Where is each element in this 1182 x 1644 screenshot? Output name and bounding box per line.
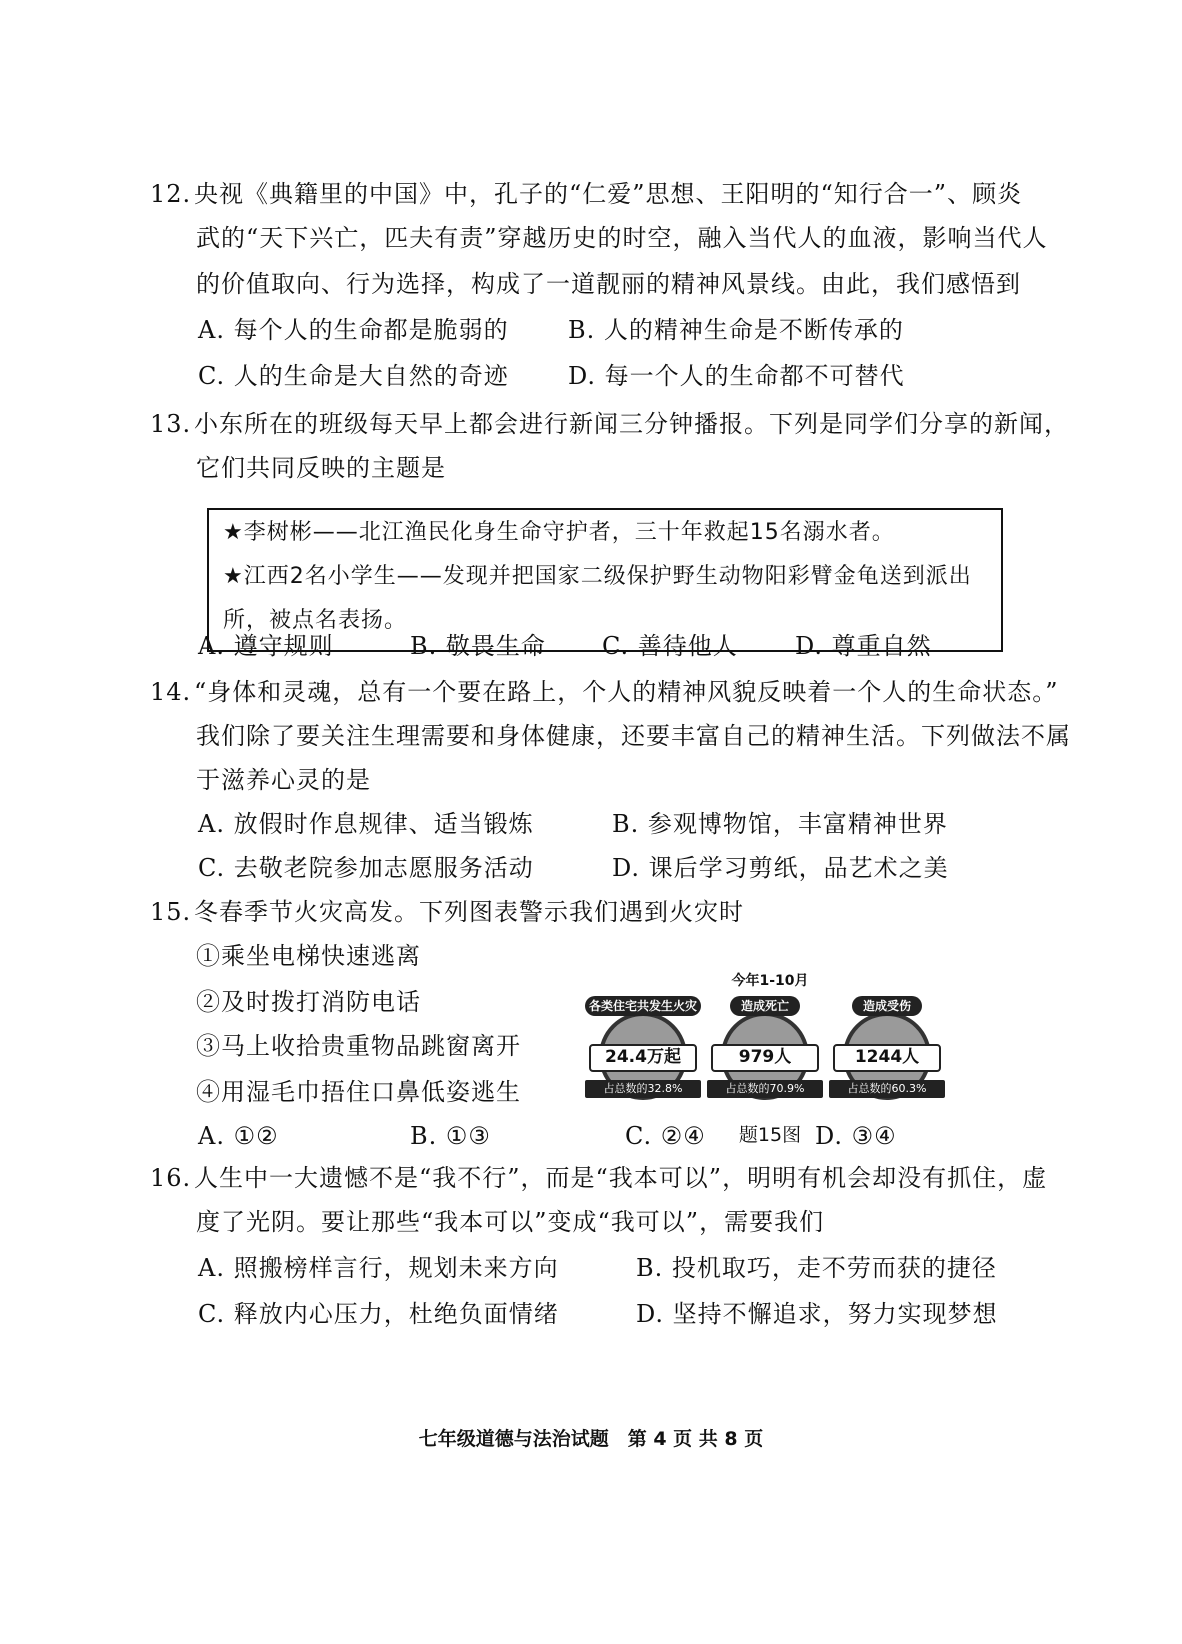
- q13-option-c[interactable]: C. 善待他人: [602, 632, 738, 660]
- page-footer: 七年级道德与法治试题 第 4 页 共 8 页: [418, 1428, 764, 1450]
- q12-option-c[interactable]: C. 人的生命是大自然的奇迹: [198, 362, 509, 390]
- q14-option-d[interactable]: D. 课后学习剪纸，品艺术之美: [612, 854, 949, 882]
- q12-line-1: 12. 央视《典籍里的中国》中，孔子的“仁爱”思想、王阳明的“知行合一”、顾炎: [150, 180, 1023, 208]
- q15-item-1: ①乘坐电梯快速逃离: [196, 942, 421, 970]
- news-item-1: ★李树彬——北江渔民化身生命守护者，三十年救起15名溺水者。: [223, 520, 895, 545]
- q16-number: 16.: [150, 1164, 192, 1192]
- q14-option-b[interactable]: B. 参观博物馆，丰富精神世界: [612, 810, 948, 838]
- q15-option-c[interactable]: C. ②④: [625, 1122, 706, 1150]
- q13-line-1: 13. 小东所在的班级每天早上都会进行新闻三分钟播报。下列是同学们分享的新闻，: [150, 410, 1069, 438]
- badge-percent: 占总数的32.8%: [585, 1080, 701, 1098]
- q15-option-d[interactable]: D. ③④: [815, 1122, 897, 1150]
- badge-label: 造成死亡: [730, 996, 800, 1016]
- q14-option-c[interactable]: C. 去敬老院参加志愿服务活动: [198, 854, 534, 882]
- q12-option-b[interactable]: B. 人的精神生命是不断传承的: [568, 316, 904, 344]
- q12-line-2: 武的“天下兴亡，匹夫有责”穿越历史的时空，融入当代人的血液，影响当代人: [196, 224, 1048, 252]
- q15-option-a[interactable]: A. ①②: [198, 1122, 279, 1150]
- q16-line-2: 度了光阴。要让那些“我本可以”变成“我可以”，需要我们: [196, 1208, 825, 1236]
- badge-percent: 占总数的60.3%: [829, 1080, 945, 1098]
- q13-option-a[interactable]: A. 遵守规则: [198, 632, 334, 660]
- q16-line-1: 16. 人生中一大遗憾不是“我不行”，而是“我本可以”，明明有机会却没有抓住，虚: [150, 1164, 1048, 1192]
- badge-label: 各类住宅共发生火灾: [585, 996, 701, 1016]
- badge-deaths: [707, 996, 823, 1100]
- q15-item-2: ②及时拨打消防电话: [196, 988, 421, 1016]
- q12-number: 12.: [150, 180, 192, 208]
- q13-line-2: 它们共同反映的主题是: [196, 454, 446, 482]
- q16-option-d[interactable]: D. 坚持不懈追求，努力实现梦想: [636, 1300, 998, 1328]
- badge-label: 造成受伤: [852, 996, 922, 1016]
- figure-caption: 题15图: [738, 1124, 802, 1146]
- q15-option-b[interactable]: B. ①③: [410, 1122, 491, 1150]
- q15-number: 15.: [150, 898, 192, 926]
- q13-option-d[interactable]: D. 尊重自然: [795, 632, 932, 660]
- q14-line-3: 于滋养心灵的是: [196, 766, 371, 794]
- q13-option-b[interactable]: B. 敬畏生命: [410, 632, 546, 660]
- badge-value: 979人: [711, 1044, 819, 1072]
- q16-option-c[interactable]: C. 释放内心压力，杜绝负面情绪: [198, 1300, 559, 1328]
- q14-number: 14.: [150, 678, 192, 706]
- q14-line-1: 14. “身体和灵魂，总有一个要在路上，个人的精神风貌反映着一个人的生命状态。”: [150, 678, 1059, 706]
- news-item-2-cont: 所，被点名表扬。: [223, 608, 408, 633]
- q12-line-3: 的价值取向、行为选择，构成了一道靓丽的精神风景线。由此，我们感悟到: [196, 270, 1021, 298]
- badge-injuries: [829, 996, 945, 1100]
- q14-line-2: 我们除了要关注生理需要和身体健康，还要丰富自己的精神生活。下列做法不属: [196, 722, 1071, 750]
- figure-title: 今年1-10月: [731, 973, 809, 989]
- q16-option-b[interactable]: B. 投机取巧，走不劳而获的捷径: [636, 1254, 997, 1282]
- q15-line-1: 15. 冬春季节火灾高发。下列图表警示我们遇到火灾时: [150, 898, 744, 926]
- q12-option-a[interactable]: A. 每个人的生命都是脆弱的: [198, 316, 509, 344]
- q12-option-d[interactable]: D. 每一个人的生命都不可替代: [568, 362, 905, 390]
- news-item-2: ★江西2名小学生——发现并把国家二级保护野生动物阳彩臂金龟送到派出: [223, 564, 972, 589]
- badge-value: 24.4万起: [589, 1044, 697, 1072]
- badge-value: 1244人: [833, 1044, 941, 1072]
- badge-percent: 占总数的70.9%: [707, 1080, 823, 1098]
- q16-option-a[interactable]: A. 照搬榜样言行，规划未来方向: [198, 1254, 559, 1282]
- q14-option-a[interactable]: A. 放假时作息规律、适当锻炼: [198, 810, 534, 838]
- q15-item-3: ③马上收拾贵重物品跳窗离开: [196, 1032, 521, 1060]
- badge-fires: [585, 996, 701, 1100]
- q13-number: 13.: [150, 410, 192, 438]
- q15-item-4: ④用湿毛巾捂住口鼻低姿逃生: [196, 1078, 521, 1106]
